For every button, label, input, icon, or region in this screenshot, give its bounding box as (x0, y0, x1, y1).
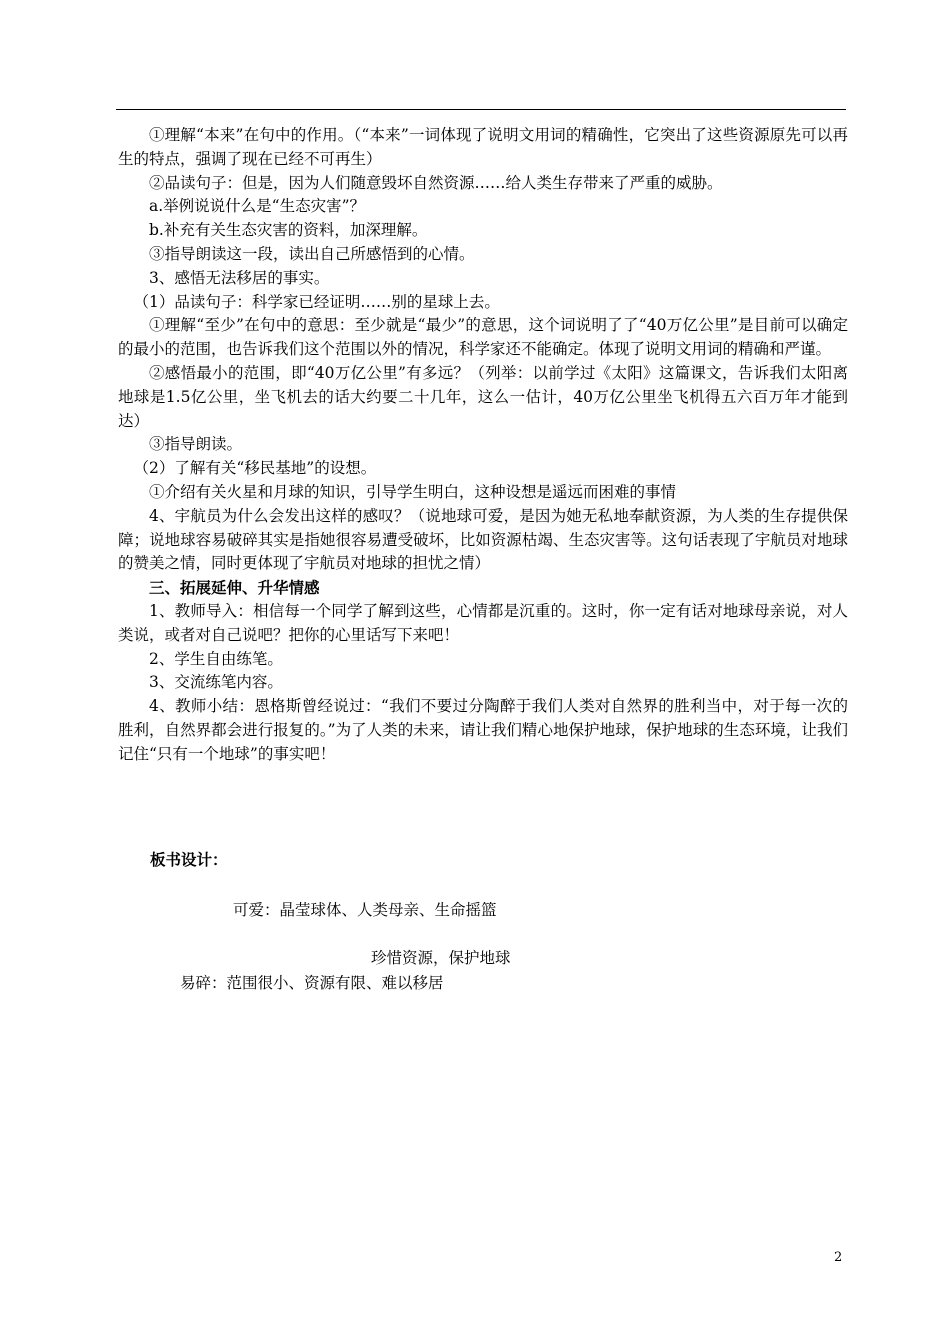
paragraph: ①理解“本来”在句中的作用。（“本来”一词体现了说明文用词的精确性，它突出了这些资源原先可以再生的特点，强调了现在已经不可再生） (118, 126, 848, 168)
page-number: 2 (834, 1250, 843, 1265)
paragraph: 3、感悟无法移居的事实。 (149, 268, 330, 287)
paragraph: ②感悟最小的范围，即“40万亿公里”有多远？（列举：以前学过《太阳》这篇课文，告诉我们太阳离地球是1.5亿公里，坐飞机去的话大约要二十几年，这么一估计，40万亿公里坐飞机得五六百万年才能到达） (118, 363, 848, 430)
section-heading: 三、拓展延伸、升华情感 (149, 578, 320, 598)
paragraph: 4、宇航员为什么会发出这样的感叹？（说地球可爱，是因为她无私地奉献资源，为人类的生存提供保障；说地球容易破碎其实是指她很容易遭受破坏，比如资源枯竭、生态灾害等。这句话表现了宇航员对地球的赞美之情，同时更体现了宇航员对地球的担忧之情） (118, 506, 848, 573)
paragraph: 2、学生自由练笔。 (149, 649, 283, 668)
board-line-lovely: 可爱：晶莹球体、人类母亲、生命摇篮 (233, 901, 497, 919)
paragraph: ②品读句子：但是，因为人们随意毁坏自然资源……给人类生存带来了严重的威胁。 (149, 173, 723, 192)
paragraph: a.举例说说什么是“生态灾害”？ (149, 197, 366, 216)
board-design-heading: 板书设计： (150, 850, 228, 869)
header-rule (116, 109, 846, 110)
paragraph: ①介绍有关火星和月球的知识，引导学生明白，这种设想是遥远而困难的事情 (149, 482, 677, 501)
paragraph: （2）了解有关“移民基地”的设想。 (133, 459, 377, 478)
board-center-line: 珍惜资源，保护地球 (371, 949, 511, 967)
paragraph: 1、教师导入：相信每一个同学了解到这些，心情都是沉重的。这时，你一定有话对地球母亲说，对人类说，或者对自己说吧？把你的心里话写下来吧！ (118, 601, 848, 644)
paragraph: （1）品读句子：科学家已经证明……别的星球上去。 (133, 292, 500, 311)
paragraph: ③指导朗读这一段，读出自己所感悟到的心情。 (149, 244, 475, 263)
paragraph: ①理解“至少”在句中的意思：至少就是“最少”的意思，这个词说明了了“40万亿公里”是目前可以确定的最小的范围，也告诉我们这个范围以外的情况，科学家还不能确定。体现了说明文用词的精确和严谨。 (118, 316, 848, 359)
paragraph: ③指导朗读。 (149, 435, 243, 454)
paragraph: 4、教师小结：恩格斯曾经说过：“我们不要过分陶醉于我们人类对自然界的胜利当中，对于每一次的胜利，自然界都会进行报复的。”为了人类的未来，请让我们精心地保护地球，保护地球的生态环境，让我们记住“只有一个地球”的事实吧！ (118, 697, 848, 763)
board-line-fragile: 易碎：范围很小、资源有限、难以移居 (180, 974, 444, 992)
paragraph: 3、交流练笔内容。 (149, 673, 283, 692)
body-text (118, 124, 848, 767)
paragraph: b.补充有关生态灾害的资料，加深理解。 (149, 221, 428, 240)
